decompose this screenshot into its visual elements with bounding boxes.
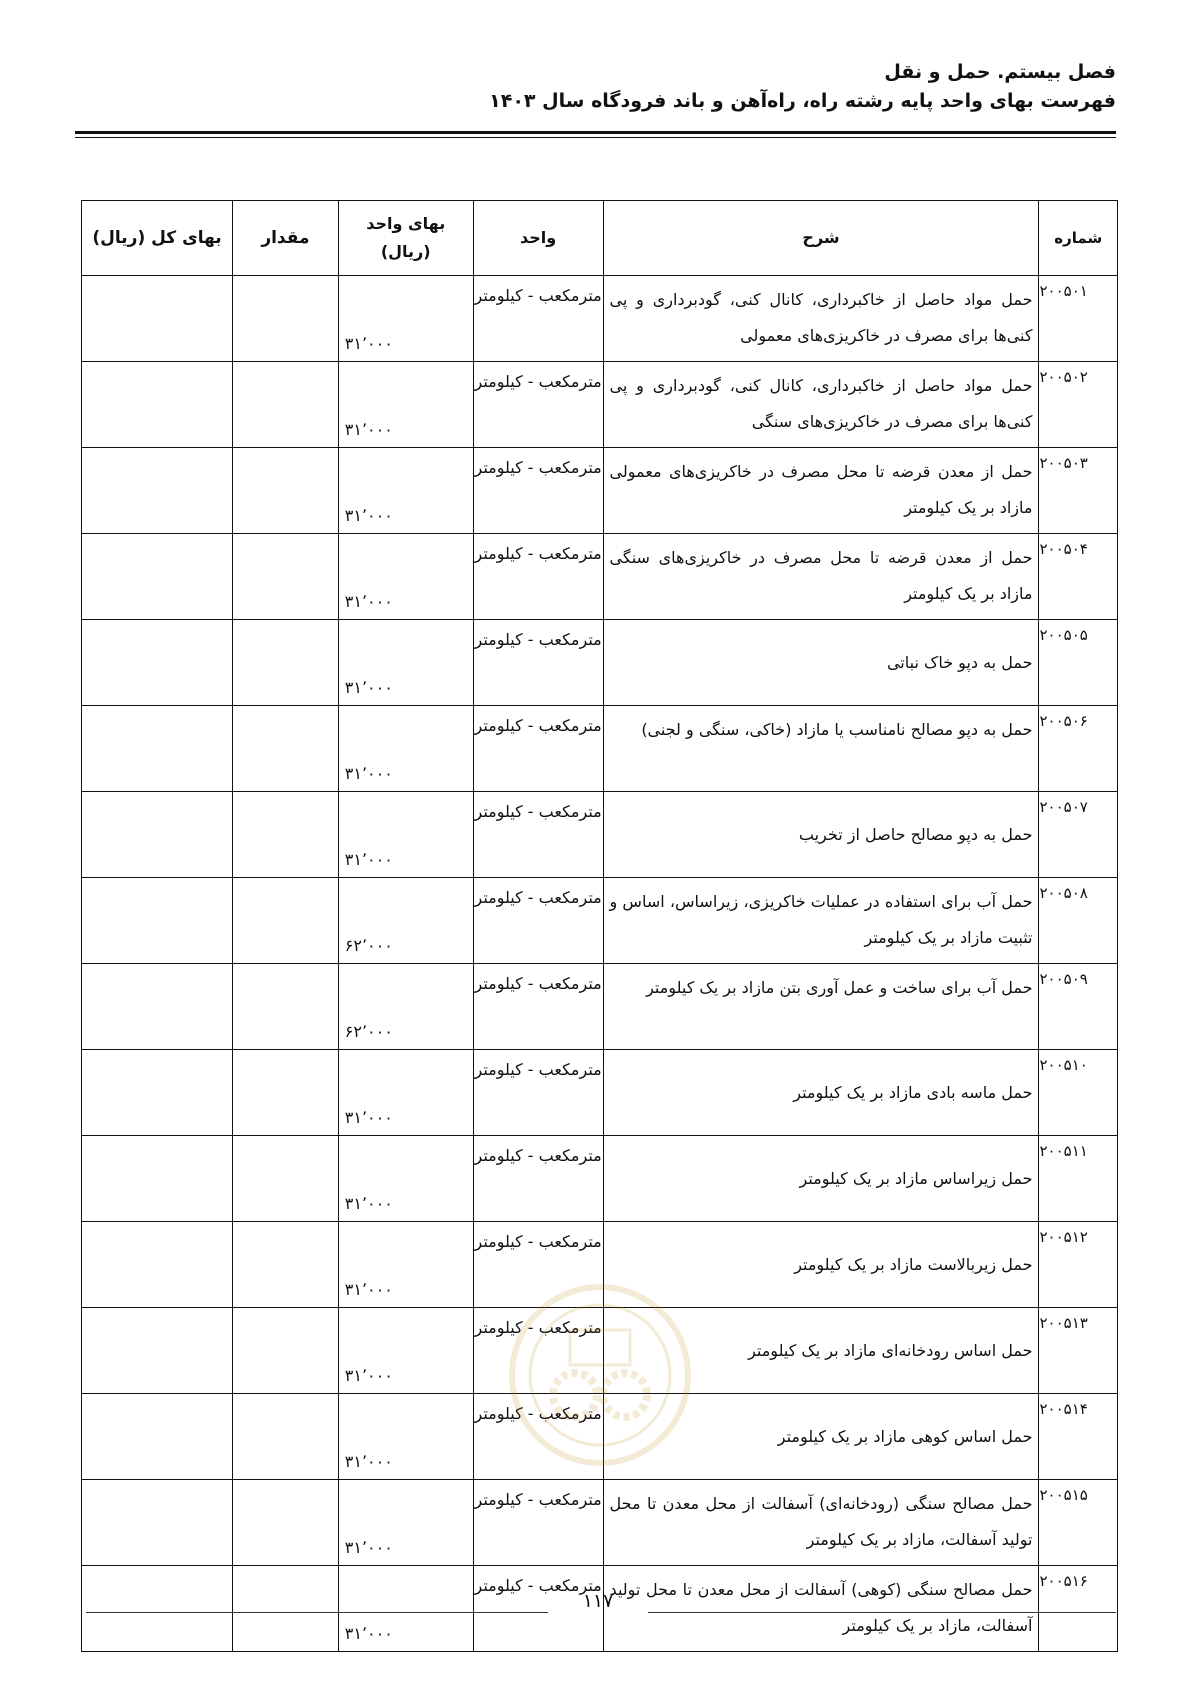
row-code: ۲۰۰۵۰۱ [1039, 276, 1118, 362]
row-unit: مترمکعب - کیلومتر [473, 1308, 603, 1394]
row-unit-price: ۶۲٬۰۰۰ [338, 878, 473, 964]
row-description: حمل مواد حاصل از خاکبرداری، کانال کنی، گودبرداری و پی کنی‌ها برای مصرف در خاکریزی‌های سنگی [603, 362, 1039, 448]
row-unit-price: ۳۱٬۰۰۰ [338, 706, 473, 792]
footer-rule-left [86, 1612, 548, 1613]
table-row [82, 878, 1118, 964]
row-total-price [82, 1308, 233, 1394]
row-unit-price: ۳۱٬۰۰۰ [338, 362, 473, 448]
column-header-unit: واحد [473, 201, 603, 276]
column-header-description: شرح [603, 201, 1039, 276]
row-total-price [82, 534, 233, 620]
row-unit: مترمکعب - کیلومتر [473, 620, 603, 706]
row-code: ۲۰۰۵۰۴ [1039, 534, 1118, 620]
row-code: ۲۰۰۵۰۶ [1039, 706, 1118, 792]
row-code: ۲۰۰۵۱۱ [1039, 1136, 1118, 1222]
row-description: حمل مصالح سنگی (رودخانه‌ای) آسفالت از محل معدن تا محل تولید آسفالت، مازاد بر یک کیلومتر [603, 1480, 1039, 1566]
row-code: ۲۰۰۵۰۸ [1039, 878, 1118, 964]
row-quantity [233, 1394, 339, 1480]
row-total-price [82, 1394, 233, 1480]
row-description: حمل از معدن قرضه تا محل مصرف در خاکریزی‌های معمولی مازاد بر یک کیلومتر [603, 448, 1039, 534]
row-quantity [233, 706, 339, 792]
row-unit-price: ۳۱٬۰۰۰ [338, 1136, 473, 1222]
footer-rule-right [648, 1612, 1116, 1613]
row-description: حمل زیربالاست مازاد بر یک کیلومتر [603, 1222, 1039, 1308]
column-header-total-price: بهای کل (ریال) [82, 201, 233, 276]
row-quantity [233, 534, 339, 620]
row-description: حمل اساس کوهی مازاد بر یک کیلومتر [603, 1394, 1039, 1480]
row-unit-price: ۳۱٬۰۰۰ [338, 1050, 473, 1136]
row-unit: مترمکعب - کیلومتر [473, 276, 603, 362]
row-total-price [82, 964, 233, 1050]
row-total-price [82, 276, 233, 362]
row-unit-price: ۳۱٬۰۰۰ [338, 276, 473, 362]
row-description: حمل اساس رودخانه‌ای مازاد بر یک کیلومتر [603, 1308, 1039, 1394]
row-description: حمل ماسه بادی مازاد بر یک کیلومتر [603, 1050, 1039, 1136]
table-row [82, 1050, 1118, 1136]
row-quantity [233, 1308, 339, 1394]
row-description: حمل زیراساس مازاد بر یک کیلومتر [603, 1136, 1039, 1222]
row-unit: مترمکعب - کیلومتر [473, 1222, 603, 1308]
row-description: حمل آب برای ساخت و عمل آوری بتن مازاد بر یک کیلومتر [603, 964, 1039, 1050]
row-unit: مترمکعب - کیلومتر [473, 964, 603, 1050]
row-unit: مترمکعب - کیلومتر [473, 534, 603, 620]
row-total-price [82, 1050, 233, 1136]
row-unit-price: ۳۱٬۰۰۰ [338, 1394, 473, 1480]
row-code: ۲۰۰۵۰۲ [1039, 362, 1118, 448]
column-header-unit-price: بهای واحد (ریال) [338, 201, 473, 276]
row-unit-price: ۳۱٬۰۰۰ [338, 1222, 473, 1308]
table-row [82, 620, 1118, 706]
row-unit: مترمکعب - کیلومتر [473, 878, 603, 964]
row-unit: مترمکعب - کیلومتر [473, 448, 603, 534]
row-unit: مترمکعب - کیلومتر [473, 792, 603, 878]
row-total-price [82, 448, 233, 534]
row-quantity [233, 792, 339, 878]
table-row [82, 362, 1118, 448]
table-row [82, 448, 1118, 534]
row-quantity [233, 448, 339, 534]
row-code: ۲۰۰۵۰۷ [1039, 792, 1118, 878]
table-row [82, 964, 1118, 1050]
row-quantity [233, 1222, 339, 1308]
row-unit-price: ۳۱٬۰۰۰ [338, 448, 473, 534]
table-row [82, 792, 1118, 878]
row-unit: مترمکعب - کیلومتر [473, 1480, 603, 1566]
row-quantity [233, 878, 339, 964]
table-row [82, 1480, 1118, 1566]
row-unit-price: ۶۲٬۰۰۰ [338, 964, 473, 1050]
row-code: ۲۰۰۵۱۳ [1039, 1308, 1118, 1394]
table-row [82, 1394, 1118, 1480]
row-unit-price: ۳۱٬۰۰۰ [338, 1480, 473, 1566]
row-code: ۲۰۰۵۱۲ [1039, 1222, 1118, 1308]
table-header-row [82, 201, 1118, 276]
table-row [82, 276, 1118, 362]
row-code: ۲۰۰۵۱۰ [1039, 1050, 1118, 1136]
row-quantity [233, 964, 339, 1050]
row-unit-price: ۳۱٬۰۰۰ [338, 1308, 473, 1394]
row-code: ۲۰۰۵۱۶ [1039, 1566, 1118, 1652]
row-unit: مترمکعب - کیلومتر [473, 1136, 603, 1222]
row-total-price [82, 620, 233, 706]
table-row [82, 706, 1118, 792]
page-header [75, 58, 1116, 116]
row-total-price [82, 1480, 233, 1566]
row-quantity [233, 276, 339, 362]
table-row [82, 1308, 1118, 1394]
table-row [82, 1222, 1118, 1308]
row-quantity [233, 620, 339, 706]
row-unit: مترمکعب - کیلومتر [473, 362, 603, 448]
row-description: حمل به دپو مصالح نامناسب یا مازاد (خاکی، سنگی و لجنی) [603, 706, 1039, 792]
row-description: حمل مواد حاصل از خاکبرداری، کانال کنی، گودبرداری و پی کنی‌ها برای مصرف در خاکریزی‌های معمولی [603, 276, 1039, 362]
column-header-number: شماره [1039, 201, 1118, 276]
row-unit: مترمکعب - کیلومتر [473, 1394, 603, 1480]
header-rule-thin [75, 137, 1116, 138]
row-unit-price: ۳۱٬۰۰۰ [338, 534, 473, 620]
row-quantity [233, 1566, 339, 1652]
row-unit-price: ۳۱٬۰۰۰ [338, 1566, 473, 1652]
row-unit-price: ۳۱٬۰۰۰ [338, 792, 473, 878]
row-total-price [82, 792, 233, 878]
row-description: حمل از معدن قرضه تا محل مصرف در خاکریزی‌های سنگی مازاد بر یک کیلومتر [603, 534, 1039, 620]
row-unit: مترمکعب - کیلومتر [473, 1050, 603, 1136]
row-code: ۲۰۰۵۰۹ [1039, 964, 1118, 1050]
price-table [81, 200, 1118, 1652]
chapter-title: فصل بیستم. حمل و نقل [884, 61, 1116, 83]
page-number: ۱۱۷ [582, 1590, 614, 1612]
row-total-price [82, 1566, 233, 1652]
row-total-price [82, 706, 233, 792]
row-quantity [233, 1050, 339, 1136]
row-code: ۲۰۰۵۰۵ [1039, 620, 1118, 706]
row-unit-price: ۳۱٬۰۰۰ [338, 620, 473, 706]
row-code: ۲۰۰۵۱۵ [1039, 1480, 1118, 1566]
row-quantity [233, 1480, 339, 1566]
row-unit: مترمکعب - کیلومتر [473, 1566, 603, 1652]
row-description: حمل مصالح سنگی (کوهی) آسفالت از محل معدن تا محل تولید آسفالت، مازاد بر یک کیلومتر [603, 1566, 1039, 1652]
row-total-price [82, 1222, 233, 1308]
row-code: ۲۰۰۵۱۴ [1039, 1394, 1118, 1480]
column-header-quantity: مقدار [233, 201, 339, 276]
document-subtitle: فهرست بهای واحد پایه رشته راه، راه‌آهن و باند فرودگاه سال ۱۴۰۳ [489, 90, 1116, 112]
row-description: حمل به دپو مصالح حاصل از تخریب [603, 792, 1039, 878]
row-description: حمل آب برای استفاده در عملیات خاکریزی، زیراساس، اساس و تثبیت مازاد بر یک کیلومتر [603, 878, 1039, 964]
table-body [82, 276, 1118, 1652]
header-rule-thick [75, 131, 1116, 134]
row-total-price [82, 362, 233, 448]
row-quantity [233, 1136, 339, 1222]
table-row [82, 534, 1118, 620]
row-quantity [233, 362, 339, 448]
row-total-price [82, 878, 233, 964]
row-code: ۲۰۰۵۰۳ [1039, 448, 1118, 534]
price-table-container [81, 200, 1118, 1652]
row-description: حمل به دپو خاک نباتی [603, 620, 1039, 706]
row-unit: مترمکعب - کیلومتر [473, 706, 603, 792]
row-total-price [82, 1136, 233, 1222]
table-row [82, 1136, 1118, 1222]
